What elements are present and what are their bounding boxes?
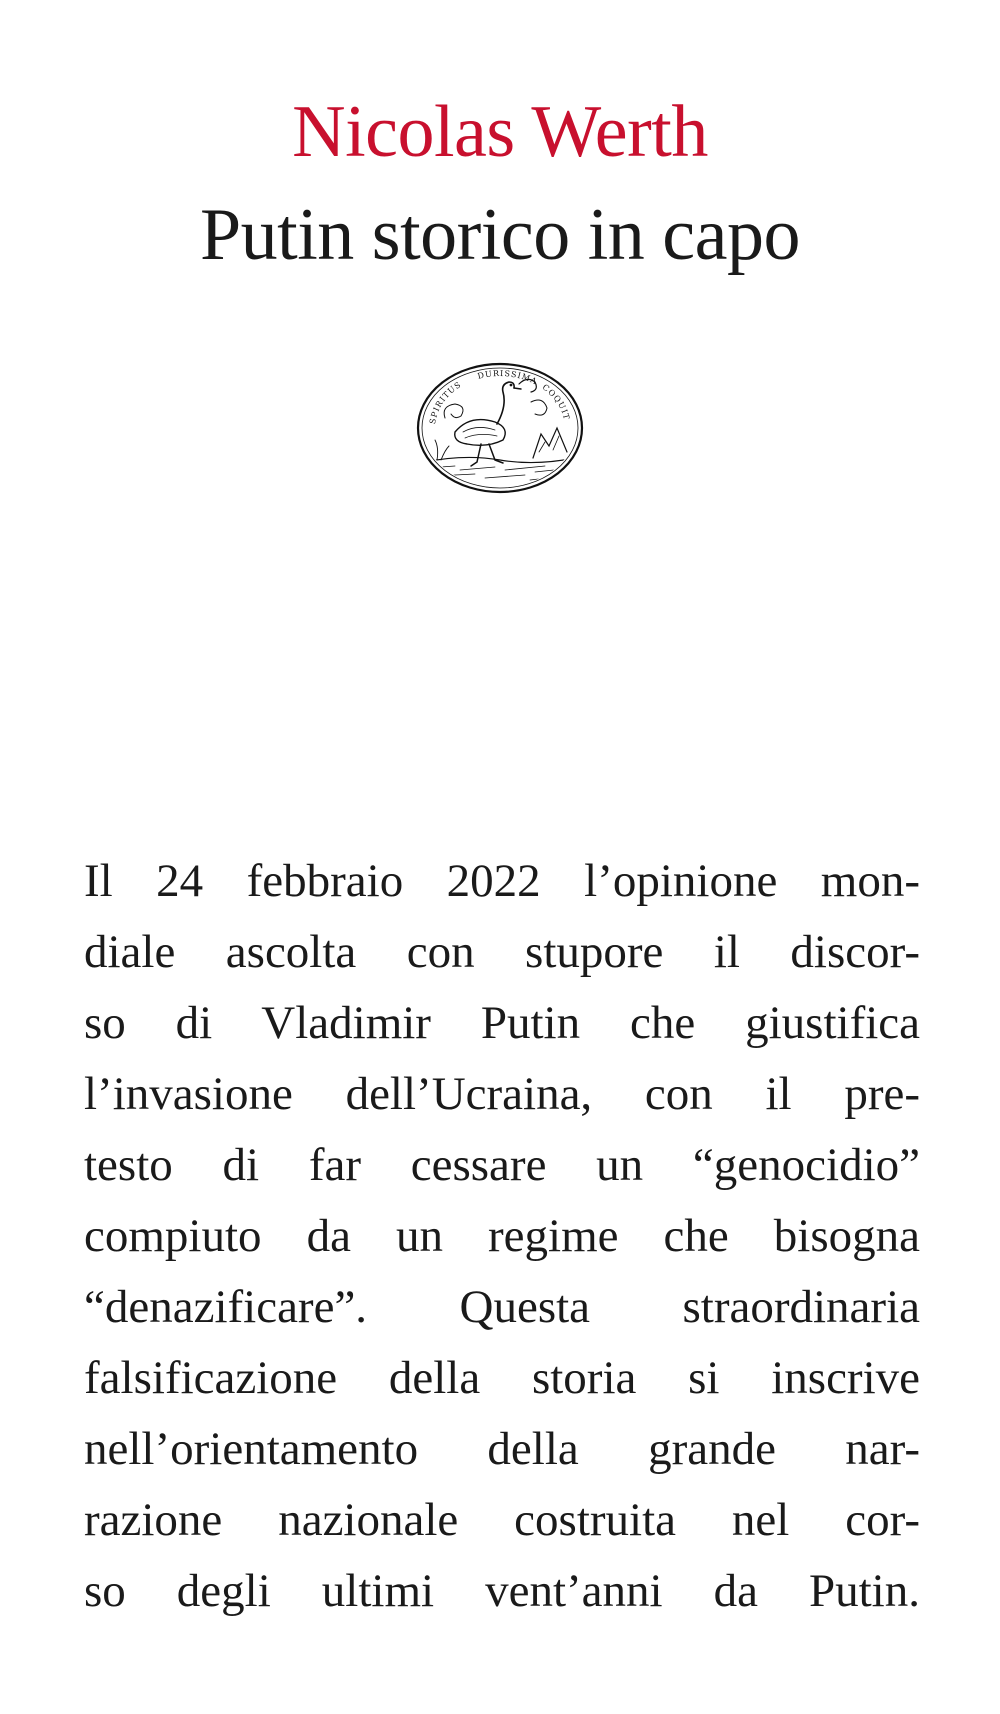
blurb-line: falsificazione della storia si inscrive (84, 1352, 920, 1404)
blurb-line: Il 24 febbraio 2022 l’opinione mon- (84, 855, 920, 907)
blurb-line: compiuto da un regime che bisogna (84, 1210, 920, 1262)
emblem-motto-right: COQUIT (540, 382, 572, 422)
blurb-line: razione nazionale costruita nel cor- (84, 1494, 920, 1546)
blurb-line: diale ascolta con stupore il discor- (84, 926, 920, 978)
blurb-line: nell’orientamento della grande nar- (84, 1423, 920, 1475)
back-cover-blurb (84, 846, 920, 1627)
author-name: Nicolas Werth (292, 91, 708, 173)
blurb-line: l’invasione dell’Ucraina, con il pre- (84, 1068, 920, 1120)
blurb-line-last: so degli ultimi vent’anni da Putin. (84, 1565, 920, 1617)
blurb-line: so di Vladimir Putin che giustifica (84, 997, 920, 1049)
emblem-motto-top: DURISSIMA (476, 368, 539, 387)
blurb-line: “denazificare”. Questa straordinaria (84, 1281, 920, 1333)
ostrich-emblem-icon (415, 362, 585, 494)
blurb-line: testo di far cessare un “genocidio” (84, 1139, 920, 1191)
book-title: Putin storico in capo (200, 194, 800, 276)
emblem-motto-left: SPIRITUS (428, 379, 464, 425)
